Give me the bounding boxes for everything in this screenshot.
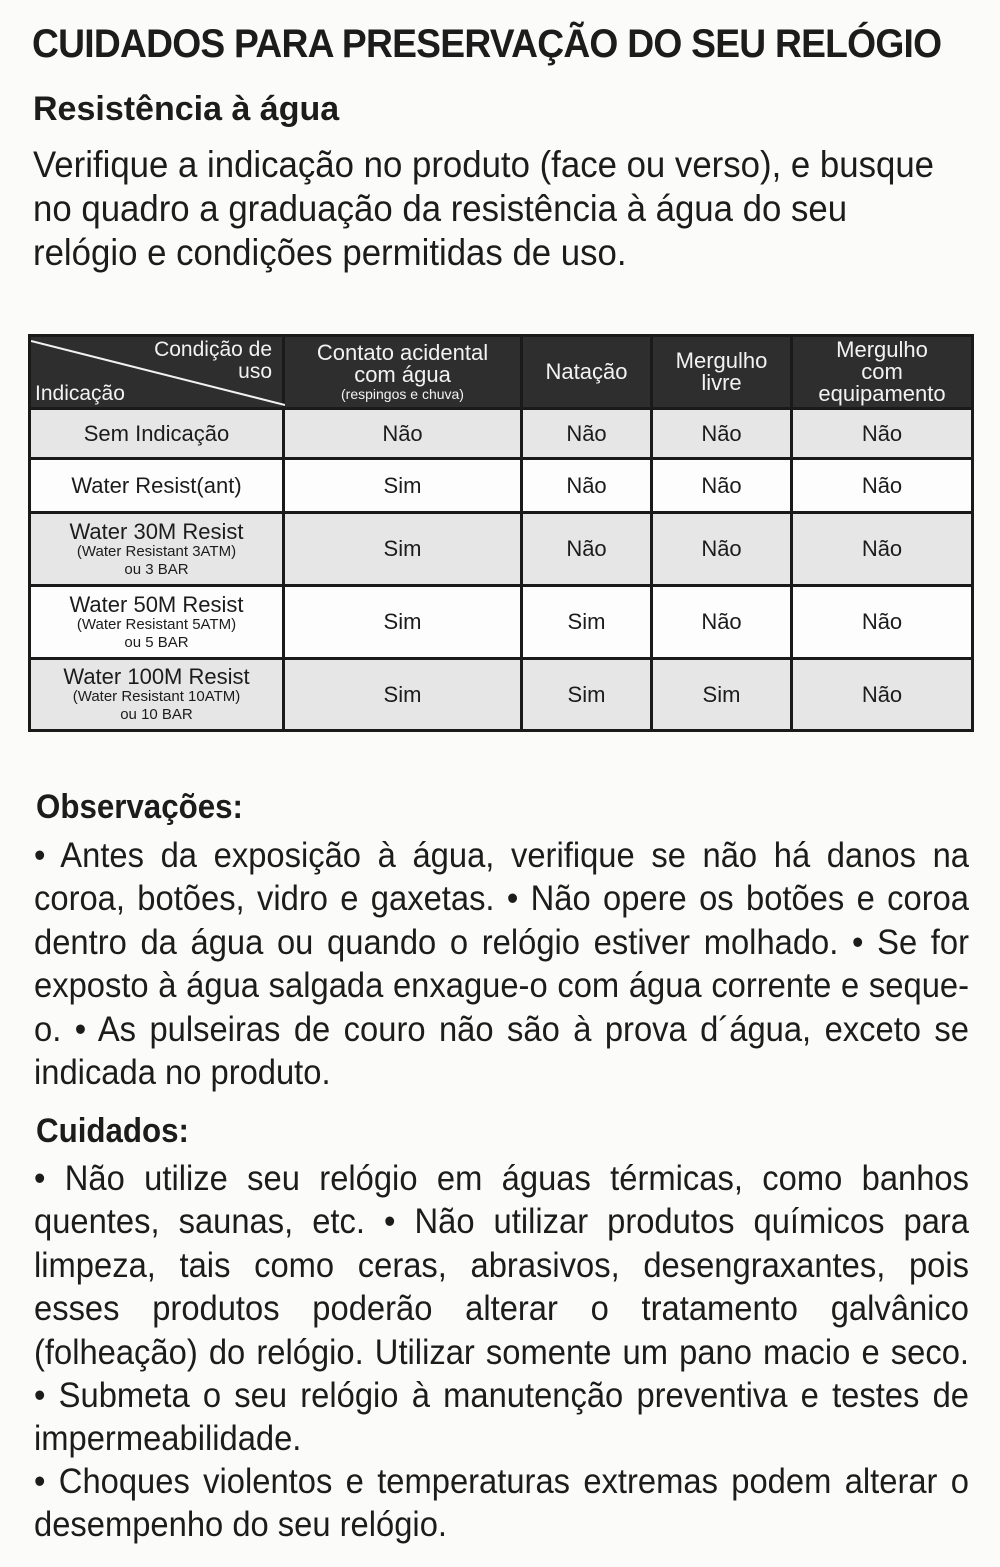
row-label (30, 513, 284, 586)
table-cell: Não (652, 409, 792, 459)
table-cell: Sim (284, 459, 522, 513)
row-label-sub: ou 10 BAR (120, 706, 193, 723)
row-label: Sem Indicação (30, 409, 284, 459)
header-line: Natação (545, 359, 628, 384)
table-cell: Não (652, 586, 792, 659)
header-accidental-contact (284, 336, 522, 409)
table-cell: Não (792, 513, 973, 586)
table-cell: Não (792, 409, 973, 459)
header-line: Mergulho (836, 337, 928, 362)
care-paragraph-1: • Não utilize seu relógio em águas térmicas, como banhos quentes, saunas, etc. • Não utilizar produtos químicos para limpeza, tais como ceras, abrasivos, desengraxantes, pois esses produtos poderão alterar o tratamento galvânico (folheação) do relógio. Utilizar somente um pano macio e seco. • Submeta o seu relógio à manutenção preventiva e testes de impermeabilidade. (34, 1159, 969, 1459)
table-cell: Sim (522, 586, 652, 659)
table-cell: Não (792, 586, 973, 659)
table-cell: Sim (284, 659, 522, 731)
table-row (30, 659, 973, 731)
header-line: livre (701, 370, 742, 395)
header-line: com (861, 359, 903, 384)
corner-condition-label (154, 339, 272, 383)
observations-paragraph: • Antes da exposição à água, verifique se não há danos na coroa, botões, vidro e gaxetas. • Não opere os botões e coroa dentro da água ou quando o relógio estiver molhado. • Se for exposto à água salgada enxague-o com água corrente e seque-o. • As pulseiras de couro não são à prova d´água, exceto se indicada no produto. (34, 836, 969, 1093)
care-heading: Cuidados: (36, 1112, 189, 1150)
table-cell: Não (792, 659, 973, 731)
header-line: Contato acidental (316, 340, 489, 365)
section-subtitle: Resistência à água (33, 90, 340, 128)
header-line: equipamento (818, 381, 946, 406)
row-label-sub: (Water Resistant 5ATM) (76, 615, 237, 633)
corner-condition-line1: Condição de (154, 338, 272, 361)
table-cell: Não (522, 409, 652, 459)
row-label-sub: ou 3 BAR (124, 560, 189, 578)
header-swimming (522, 336, 652, 409)
table-row (30, 409, 973, 459)
header-free-diving (652, 336, 792, 409)
table-cell: Não (522, 459, 652, 513)
row-label-main: Water 30M Resist (69, 518, 244, 544)
observations-heading: Observações: (36, 788, 243, 826)
row-label: Water Resist(ant) (30, 459, 284, 513)
corner-indication-label: Indicação (35, 382, 125, 405)
table-cell: Não (652, 459, 792, 513)
table-cell: Sim (652, 659, 792, 731)
table-header-row (30, 336, 973, 409)
corner-condition-line2: uso (238, 360, 272, 383)
header-scuba-diving (792, 336, 973, 409)
row-label-sub: ou 5 BAR (124, 633, 189, 651)
row-label-sub: (Water Resistant 3ATM) (76, 542, 237, 560)
page-title: CUIDADOS PARA PRESERVAÇÃO DO SEU RELÓGIO (32, 22, 942, 66)
table-cell: Não (284, 409, 522, 459)
header-line: com água (354, 362, 451, 387)
table-row (30, 586, 973, 659)
care-paragraph-2: • Choques violentos e temperaturas extremas podem alterar o desempenho do seu relógio. (34, 1462, 969, 1545)
corner-header (30, 336, 284, 409)
row-label-main: Water 100M Resist (63, 664, 250, 689)
table-row (30, 459, 973, 513)
table-cell: Sim (284, 513, 522, 586)
table-row (30, 513, 973, 586)
header-line: Mergulho (675, 348, 768, 373)
table-cell: Não (522, 513, 652, 586)
row-label-main: Water 50M Resist (69, 591, 244, 617)
row-label-sub: (Water Resistant 10ATM) (72, 688, 241, 705)
header-small-note: (respingos e chuva) (341, 386, 464, 402)
table-cell: Sim (522, 659, 652, 731)
table-cell: Sim (284, 586, 522, 659)
water-resistance-table (28, 334, 971, 732)
table-cell: Não (652, 513, 792, 586)
intro-paragraph: Verifique a indicação no produto (face ou verso), e busque no quadro a graduação da resistência à água do seu relógio e condições permitidas de uso. (33, 144, 935, 273)
table-cell: Não (792, 459, 973, 513)
row-label (30, 586, 284, 659)
row-label (30, 659, 284, 731)
